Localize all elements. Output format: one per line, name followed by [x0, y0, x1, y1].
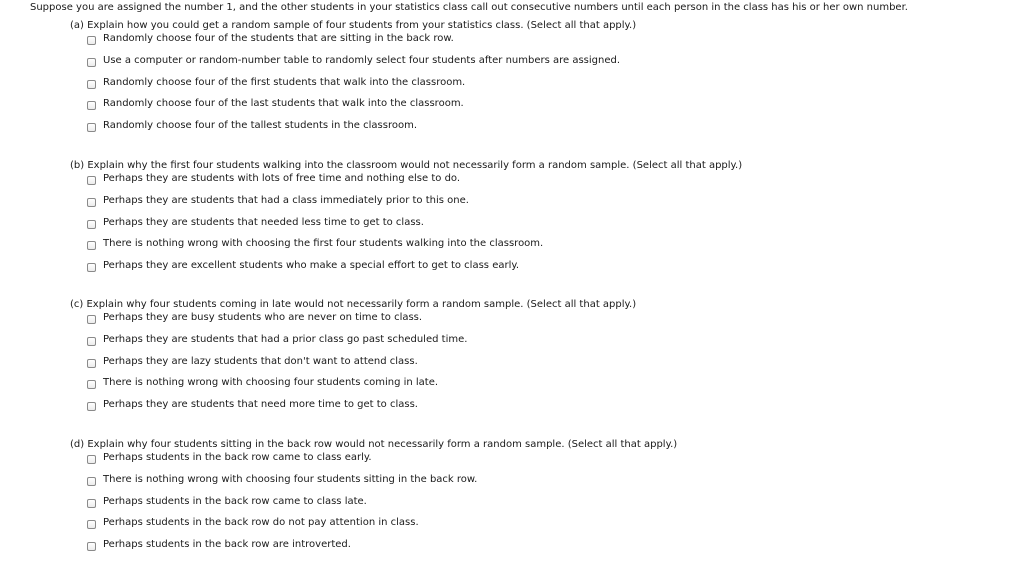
options-a	[70, 32, 1010, 141]
checkbox[interactable]	[87, 198, 96, 207]
checkbox[interactable]	[87, 520, 96, 529]
option-c-3[interactable]	[70, 355, 1010, 377]
option-label[interactable]: Perhaps they are students with lots of free time and nothing else to do.	[103, 173, 461, 184]
checkbox[interactable]	[87, 58, 96, 67]
option-c-2[interactable]	[70, 333, 1010, 355]
option-label[interactable]: Perhaps students in the back row are introverted.	[103, 539, 351, 551]
option-label[interactable]: Randomly choose four of the last students that walk into the classroom.	[103, 98, 464, 110]
option-b-2[interactable]	[70, 194, 1010, 216]
option-b-4[interactable]	[70, 237, 1010, 259]
option-label[interactable]: Randomly choose four of the tallest students in the classroom.	[103, 120, 418, 132]
problem-intro: Suppose you are assigned the number 1, and the other students in your statistics class call out consecutive numbers until each person in the class has his or her own number.	[30, 2, 908, 13]
checkbox[interactable]	[87, 499, 96, 508]
option-d-3[interactable]	[70, 495, 1010, 517]
option-label[interactable]: Perhaps students in the back row do not pay attention in class.	[103, 517, 419, 529]
checkbox[interactable]	[87, 315, 96, 324]
option-label[interactable]: Perhaps they are students that needed less time to get to class.	[103, 216, 424, 228]
checkbox[interactable]	[87, 101, 96, 110]
option-label[interactable]: There is nothing wrong with choosing the first four students walking into the classroom.	[103, 238, 544, 250]
checkbox[interactable]	[87, 337, 96, 346]
part-b	[70, 160, 1010, 281]
option-label[interactable]: Perhaps they are busy students who are never on time to class.	[103, 312, 423, 323]
question-a: (a) Explain how you could get a random sample of four students from your statistics class. (Select all that apply.)	[70, 20, 637, 31]
option-a-4[interactable]	[70, 97, 1010, 119]
part-a	[70, 20, 1010, 141]
option-a-2[interactable]	[70, 54, 1010, 76]
option-label[interactable]: Randomly choose four of the students that are sitting in the back row.	[103, 33, 454, 44]
option-label[interactable]: There is nothing wrong with choosing four students coming in late.	[103, 377, 439, 389]
question-b: (b) Explain why the first four students walking into the classroom would not necessarily form a random sample. (Select all that apply.)	[70, 160, 743, 171]
checkbox[interactable]	[87, 220, 96, 229]
option-label[interactable]: Perhaps students in the back row came to class early.	[103, 452, 372, 463]
option-b-3[interactable]	[70, 216, 1010, 238]
option-label[interactable]: There is nothing wrong with choosing four students sitting in the back row.	[103, 473, 478, 485]
option-b-1[interactable]	[70, 172, 1010, 194]
checkbox[interactable]	[87, 36, 96, 45]
checkbox[interactable]	[87, 241, 96, 250]
checkbox[interactable]	[87, 359, 96, 368]
option-a-5[interactable]	[70, 119, 1010, 141]
checkbox[interactable]	[87, 477, 96, 486]
checkbox[interactable]	[87, 380, 96, 389]
checkbox[interactable]	[87, 176, 96, 185]
option-label[interactable]: Use a computer or random-number table to randomly select four students after numbers are assigned.	[103, 54, 621, 66]
option-label[interactable]: Perhaps they are students that had a class immediately prior to this one.	[103, 194, 469, 206]
part-d	[70, 439, 1010, 560]
option-d-2[interactable]	[70, 473, 1010, 495]
checkbox[interactable]	[87, 123, 96, 132]
option-c-1[interactable]	[70, 311, 1010, 333]
option-label[interactable]: Perhaps they are students that had a prior class go past scheduled time.	[103, 333, 468, 345]
option-a-3[interactable]	[70, 76, 1010, 98]
option-d-5[interactable]	[70, 538, 1010, 560]
option-a-1[interactable]	[70, 32, 1010, 54]
question-c: (c) Explain why four students coming in late would not necessarily form a random sample. (Select all that apply.)	[70, 299, 637, 310]
option-d-4[interactable]	[70, 516, 1010, 538]
option-c-4[interactable]	[70, 376, 1010, 398]
options-b	[70, 172, 1010, 281]
checkbox[interactable]	[87, 263, 96, 272]
option-label[interactable]: Perhaps students in the back row came to class late.	[103, 495, 367, 507]
options-c	[70, 311, 1010, 420]
part-c	[70, 299, 1010, 420]
question-d: (d) Explain why four students sitting in the back row would not necessarily form a random sample. (Select all that apply.)	[70, 439, 678, 450]
option-d-1[interactable]	[70, 451, 1010, 473]
option-label[interactable]: Perhaps they are students that need more time to get to class.	[103, 399, 418, 411]
checkbox[interactable]	[87, 455, 96, 464]
option-label[interactable]: Perhaps they are excellent students who make a special effort to get to class early.	[103, 260, 520, 272]
option-label[interactable]: Perhaps they are lazy students that don't want to attend class.	[103, 355, 418, 367]
option-b-5[interactable]	[70, 259, 1010, 281]
option-label[interactable]: Randomly choose four of the first students that walk into the classroom.	[103, 76, 466, 88]
option-c-5[interactable]	[70, 398, 1010, 420]
options-d	[70, 451, 1010, 560]
checkbox[interactable]	[87, 80, 96, 89]
checkbox[interactable]	[87, 542, 96, 551]
checkbox[interactable]	[87, 402, 96, 411]
